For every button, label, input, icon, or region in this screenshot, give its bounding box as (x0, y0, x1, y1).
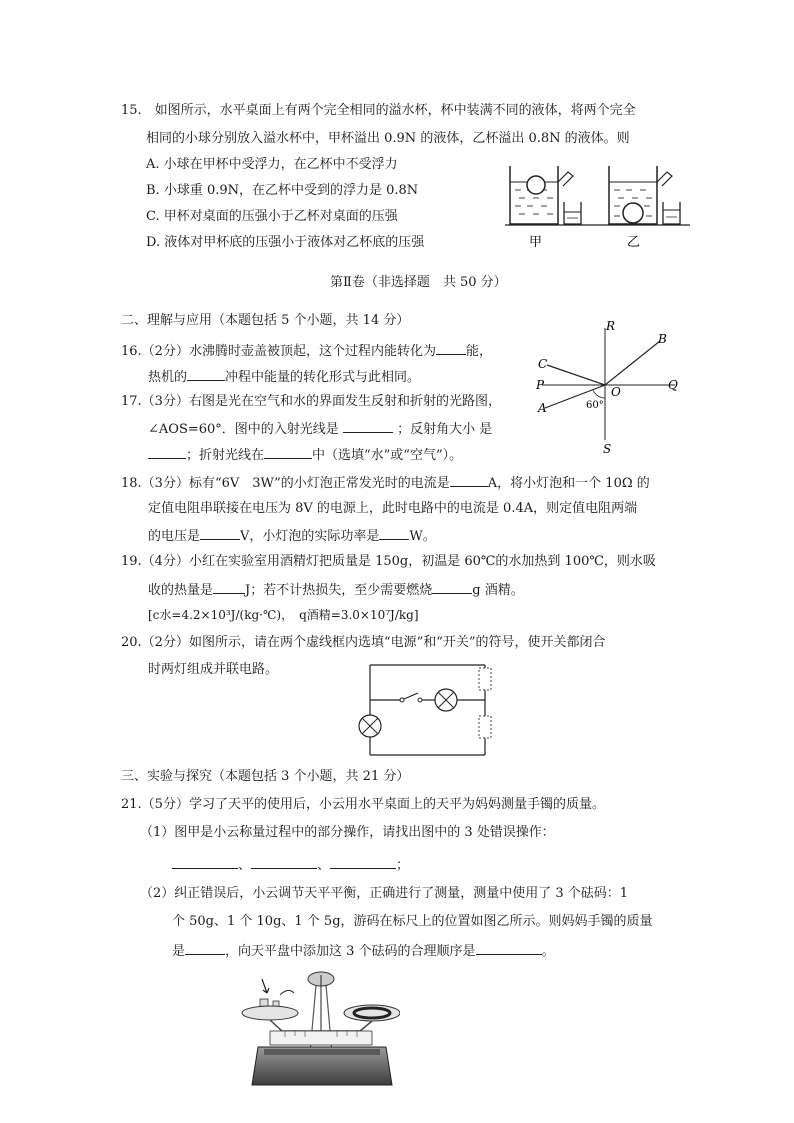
q18-line3 (148, 525, 436, 547)
q19-constants: [c水=4.2×10³J/(kg·℃)， q酒精=3.0×10⁷J/kg] (148, 608, 419, 622)
q16-blank-2[interactable] (187, 366, 225, 381)
q18-text-e: V，小灯泡的实际功率是 (240, 529, 380, 544)
q17-blank-1[interactable] (343, 418, 393, 433)
q20-line2: 时两灯组成并联电路。 (148, 662, 279, 677)
label-C: C (538, 357, 548, 371)
cup-jia (510, 166, 581, 224)
part2-title: 第Ⅱ卷（非选择题 共 50 分） (330, 275, 507, 290)
q17-line2 (148, 418, 492, 440)
q21-blank-1[interactable] (172, 854, 238, 869)
cup-yi (609, 166, 680, 224)
q15-option-a: A. 小球在甲杯中受浮力，在乙杯中不受浮力 (146, 157, 398, 172)
q17-blank-2[interactable] (148, 444, 186, 459)
q21-part1-blanks (172, 854, 409, 876)
q17-text-c: ；反射角大小 是 (397, 422, 493, 437)
q18-text-f: W。 (409, 529, 436, 544)
q21-blank-5[interactable] (476, 940, 542, 955)
q18-line2: 定值电阻串联接在电压为 8V 的电源上，此时电路中的电流是 0.4A，则定值电阻两端 (148, 501, 638, 516)
q15-option-b: B. 小球重 0.9N，在乙杯中受到的浮力是 0.8N (146, 183, 419, 198)
q21-sep-1: 、 (238, 858, 252, 873)
q16-text-b: 能， (465, 344, 492, 359)
q21-part2-line3 (172, 940, 555, 962)
q17-text-b: ∠AOS=60°．图中的入射光线是 (148, 422, 339, 437)
light-path-figure (530, 318, 690, 458)
q16-text-c: 热机的 (148, 370, 188, 385)
q21-stem: 21.（5分）学习了天平的使用后，小云用水平桌面上的天平为妈妈测量手镯的质量。 (121, 797, 605, 812)
q21-part1: （1）图甲是小云称量过程中的部分操作，请找出图中的 3 处错误操作： (140, 825, 555, 840)
q21-blank-3[interactable] (330, 854, 396, 869)
q18-text-d: 的电压是 (148, 529, 201, 544)
q21-end-1: ； (396, 858, 410, 873)
dashed-box-top[interactable] (479, 668, 491, 690)
q18-line1 (121, 472, 650, 494)
label-yi: 乙 (627, 235, 641, 250)
q19-blank-1[interactable] (213, 579, 245, 594)
q17-line3 (148, 444, 462, 466)
balance-scale-figure (240, 965, 400, 1095)
section3-heading: 三、实验与探究（本题包括 3 个小题，共 21 分） (121, 769, 410, 784)
parallel-circuit-figure (350, 660, 500, 760)
q19-line2 (148, 579, 524, 601)
q19-line1: 19.（4分）小红在实验室用酒精灯把质量是 150g，初温是 60℃的水加热到 100℃，则水吸 (121, 554, 656, 569)
q18-text-b: A，将小灯泡和一个 10Ω 的 (487, 476, 650, 491)
q21-part2-line2: 个 50g、1 个 10g、1 个 5g，游码在标尺上的位置如图乙所示。则妈妈手镯的质量 (172, 914, 653, 929)
q19-text-b: 收的热量是 (148, 583, 214, 598)
q21-sep-2: 、 (317, 858, 331, 873)
q17-line1: 17.（3分）右图是光在空气和水的界面发生反射和折射的光路图， (121, 394, 501, 409)
q16-line2 (148, 366, 420, 388)
q16-text-d: 冲程中能量的转化形式与此相同。 (225, 370, 421, 385)
label-P: P (536, 378, 545, 392)
q15-option-c: C. 甲杯对桌面的压强小于乙杯对桌面的压强 (146, 209, 398, 224)
q15-stem-line1: 15. 如图所示，水平桌面上有两个完全相同的溢水杯，杯中装满不同的液体，将两个完全 (121, 103, 636, 118)
q18-blank-3[interactable] (379, 525, 409, 540)
q16-text-a: 16.（2分）水沸腾时壶盖被顶起，这个过程内能转化为 (121, 344, 436, 359)
q19-text-d: g 酒精。 (472, 583, 524, 598)
label-A: A (538, 401, 547, 415)
q16-line1 (121, 340, 492, 362)
q18-text-a: 18.（3分）标有“6V 3W”的小灯泡正常发光时的电流是 (121, 476, 450, 491)
label-O: O (611, 385, 621, 399)
label-angle-60: 60° (586, 400, 604, 411)
label-S: S (603, 442, 612, 456)
q15-option-d: D. 液体对甲杯底的压强小于液体对乙杯底的压强 (146, 235, 425, 250)
overflow-cups-figure (505, 160, 690, 252)
q21-blank-4[interactable] (185, 940, 225, 955)
label-jia: 甲 (529, 235, 543, 250)
dashed-box-bottom[interactable] (479, 716, 491, 738)
q17-text-e: 中（选填“水”或“空气”）。 (312, 448, 463, 463)
q21-text-p2d: ，向天平盘中添加这 3 个砝码的合理顺序是 (225, 944, 476, 959)
section2-heading: 二、理解与应用（本题包括 5 个小题，共 14 分） (121, 313, 410, 328)
label-Q: Q (668, 378, 678, 392)
q18-blank-2[interactable] (200, 525, 240, 540)
q15-stem-line2: 相同的小球分别放入溢水杯中，甲杯溢出 0.9N 的液体，乙杯溢出 0.8N 的液体。则 (146, 131, 630, 146)
q20-line1: 20.（2分）如图所示，请在两个虚线框内选填“电源”和“开关”的符号，使开关都闭合 (121, 635, 606, 650)
label-R: R (606, 319, 616, 333)
q21-text-p2c: 是 (172, 944, 186, 959)
q17-blank-3[interactable] (264, 444, 312, 459)
q21-part2-line1: （2）纠正错误后，小云调节天平平衡，正确进行了测量，测量中使用了 3 个砝码：1 (140, 886, 629, 901)
label-B: B (658, 332, 667, 346)
q16-blank-1[interactable] (436, 340, 466, 355)
q21-text-p2e: 。 (541, 944, 555, 959)
q19-blank-2[interactable] (432, 579, 472, 594)
q17-text-d: ；折射光线在 (186, 448, 265, 463)
q19-text-c: J；若不计热损失，至少需要燃烧 (245, 583, 433, 598)
q21-blank-2[interactable] (251, 854, 317, 869)
q18-blank-1[interactable] (450, 472, 488, 487)
